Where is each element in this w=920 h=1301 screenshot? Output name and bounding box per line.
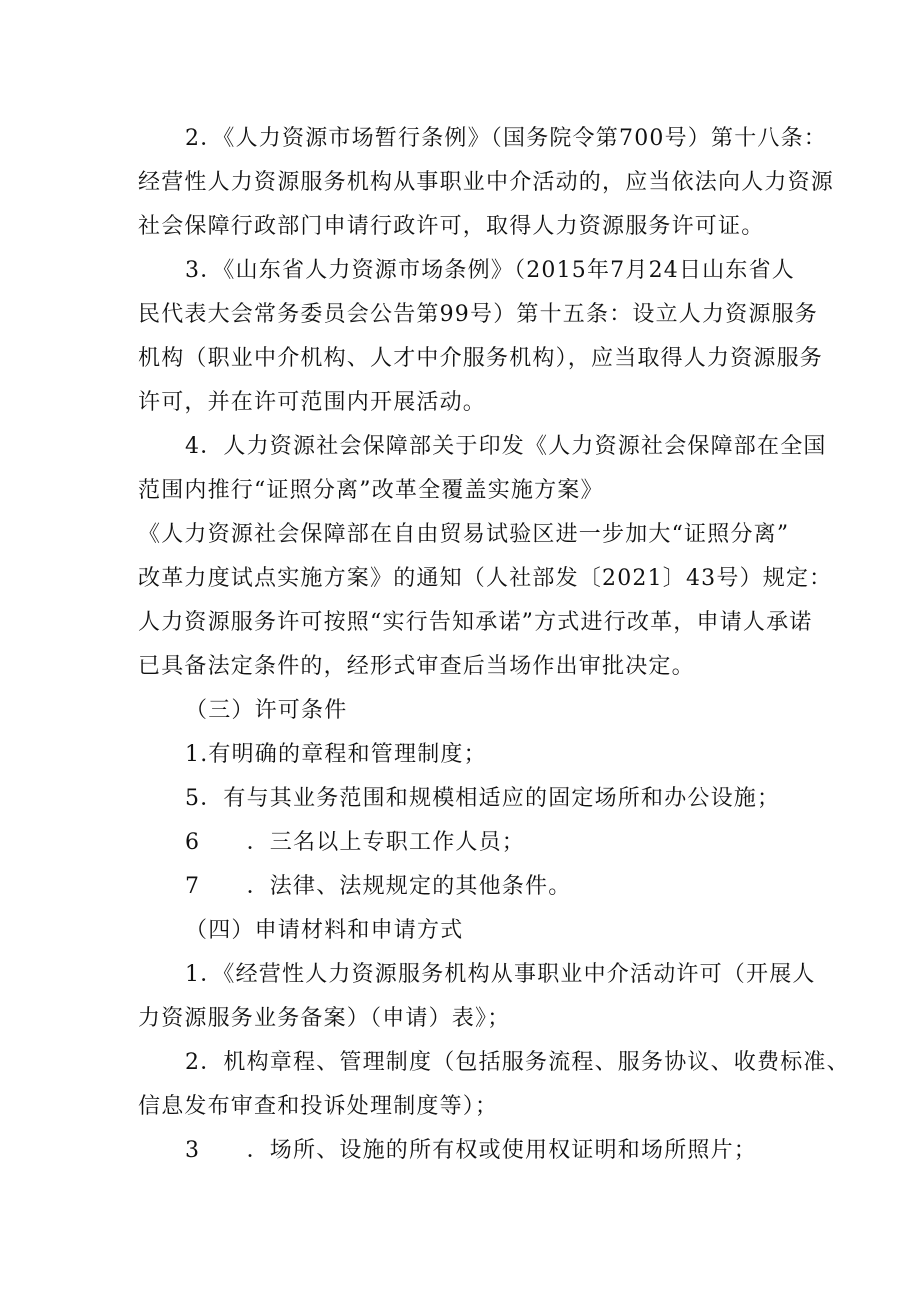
paragraph-line: 机构（职业中介机构、人才中介服务机构），应当取得人力资源服务 xyxy=(138,346,824,371)
paragraph-line: 社会保障行政部门申请行政许可，取得人力资源服务许可证。 xyxy=(138,214,765,239)
paragraph-line: 3．《山东省人力资源市场条例》（2015年7月24日山东省人 xyxy=(185,258,795,283)
paragraph-line: 人力资源服务许可按照“实行告知承诺”方式进行改革，申请人承诺 xyxy=(138,610,813,635)
paragraph-line: 经营性人力资源服务机构从事职业中介活动的，应当依法向人力资源 xyxy=(138,170,835,195)
section-heading: （三）许可条件 xyxy=(185,698,348,723)
list-item: 3 ．场所、设施的所有权或使用权证明和场所照片； xyxy=(185,1138,757,1163)
paragraph-line: 改革力度试点实施方案》的通知（人社部发〔2021〕43号）规定： xyxy=(138,566,833,591)
list-item: 2．机构章程、管理制度（包括服务流程、服务协议、收费标准、 xyxy=(185,1050,850,1075)
paragraph-line: 范围内推行“证照分离”改革全覆盖实施方案》 xyxy=(138,478,604,503)
list-item: 1．《经营性人力资源服务机构从事职业中介活动许可（开展人 xyxy=(185,962,816,987)
list-item: 1.有明确的章程和管理制度； xyxy=(185,742,487,767)
paragraph-line: 4．人力资源社会保障部关于印发《人力资源社会保障部在全国 xyxy=(185,434,827,459)
list-item-continuation: 力资源服务业务备案）（申请）表》； xyxy=(138,1006,511,1031)
list-item: 7 ．法律、法规规定的其他条件。 xyxy=(185,874,572,899)
list-item: 5．有与其业务范围和规模相适应的固定场所和办公设施； xyxy=(185,786,781,811)
paragraph-line: 许可，并在许可范围内开展活动。 xyxy=(138,390,487,415)
list-item: 6 ．三名以上专职工作人员； xyxy=(185,830,525,855)
section-heading: （四）申请材料和申请方式 xyxy=(185,918,464,943)
paragraph-line: 2．《人力资源市场暂行条例》（国务院令第700号）第十八条： xyxy=(185,126,827,151)
paragraph-line: 民代表大会常务委员会公告第99号）第十五条：设立人力资源服务 xyxy=(138,302,818,327)
list-item-continuation: 信息发布审查和投诉处理制度等）； xyxy=(138,1094,499,1119)
paragraph-line: 已具备法定条件的，经形式审查后当场作出审批决定。 xyxy=(138,654,695,679)
paragraph-line: 《人力资源社会保障部在自由贸易试验区进一步加大“证照分离” xyxy=(138,522,790,547)
